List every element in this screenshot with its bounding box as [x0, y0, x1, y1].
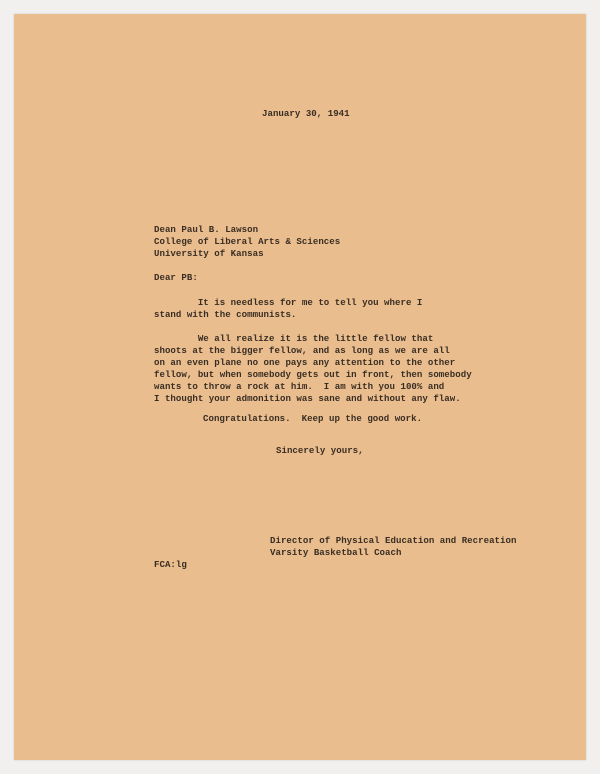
signature-title: Director of Physical Education and Recreation [270, 535, 517, 546]
paragraph-2-line: on an even plane no one pays any attention to the other [154, 357, 456, 368]
recipient-name: Dean Paul B. Lawson [154, 224, 259, 235]
paragraph-1-line: stand with the communists. [154, 309, 297, 320]
sign-off: Sincerely yours, [276, 445, 364, 456]
paragraph-2-line: fellow, but when somebody gets out in front, then somebody [154, 369, 472, 380]
paragraph-2-line: I thought your admonition was sane and without any flaw. [154, 393, 461, 404]
letter-date: January 30, 1941 [262, 108, 350, 119]
paragraph-2-line: wants to throw a rock at him. I am with you 100% and [154, 381, 445, 392]
typist-initials: FCA:lg [154, 559, 187, 570]
recipient-college: College of Liberal Arts & Sciences [154, 236, 341, 247]
paragraph-2-line: shoots at the bigger fellow, and as long as we are all [154, 345, 450, 356]
recipient-university: University of Kansas [154, 248, 264, 259]
signature-title: Varsity Basketball Coach [270, 547, 402, 558]
paragraph-1-line: It is needless for me to tell you where I [154, 297, 423, 308]
letter-page [14, 14, 586, 760]
paragraph-2-line: We all realize it is the little fellow that [154, 333, 434, 344]
salutation: Dear PB: [154, 272, 198, 283]
closing-line: Congratulations. Keep up the good work. [203, 413, 423, 424]
